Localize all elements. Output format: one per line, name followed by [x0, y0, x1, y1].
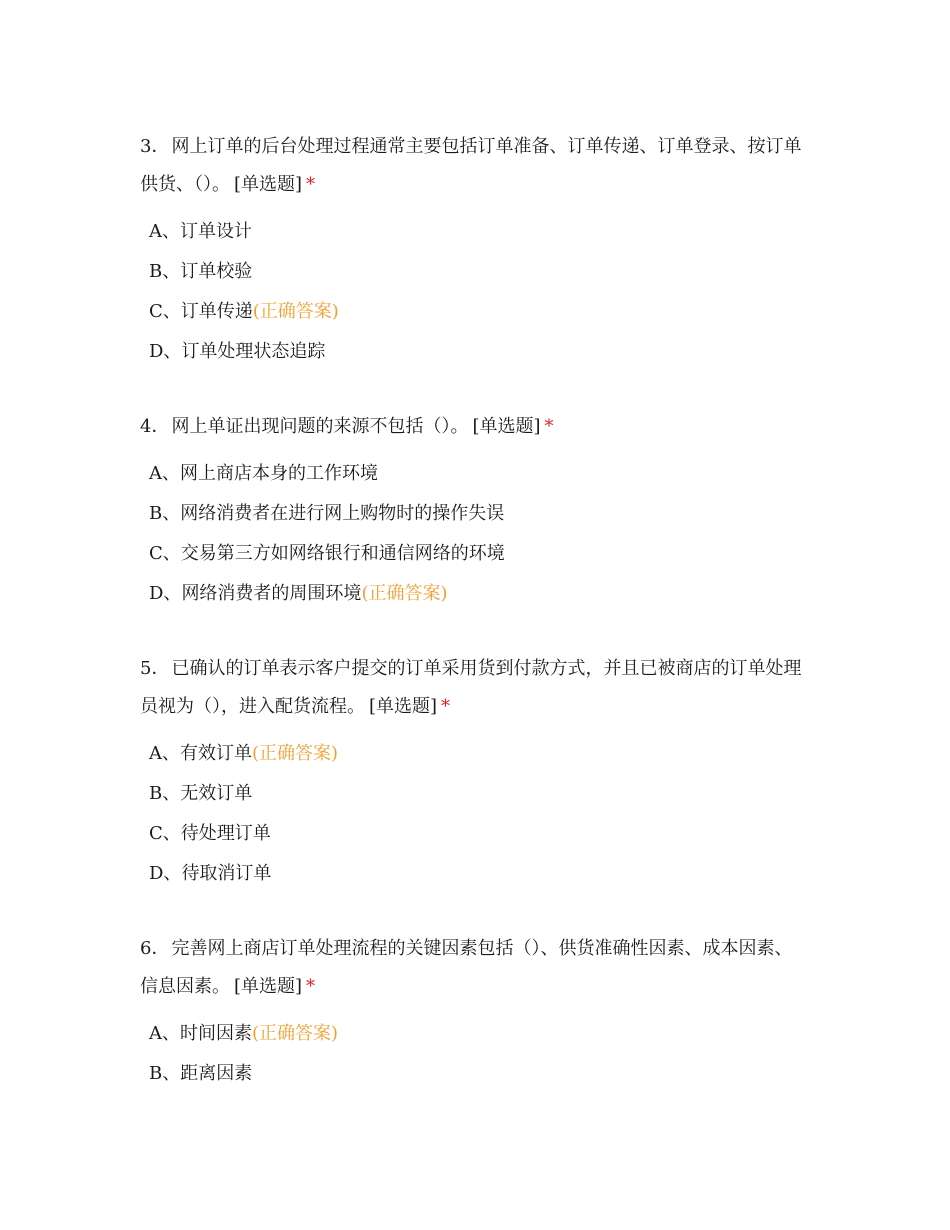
question-text: 网上单证出现问题的来源不包括（）。: [171, 416, 469, 437]
option-b: [149, 252, 810, 292]
option-letter: B、: [149, 783, 181, 804]
option-letter: B、: [149, 261, 181, 282]
option-a: [149, 454, 810, 494]
question-text: 网上订单的后台处理过程通常主要包括订单准备、订单传递、订单登录、按订单供货、（）。: [140, 136, 802, 195]
question-4: [140, 408, 810, 614]
required-mark: *: [441, 696, 451, 717]
question-5: [140, 650, 810, 894]
option-text: 订单设计: [180, 221, 252, 242]
option-text: 网络消费者的周围环境: [181, 583, 362, 604]
question-number: 3．: [140, 136, 170, 157]
option-a: [149, 1014, 810, 1054]
option-text: 无效订单: [180, 783, 253, 804]
option-text: 待处理订单: [180, 823, 271, 844]
option-text: 订单校验: [180, 261, 253, 282]
option-letter: D、: [149, 341, 182, 362]
option-letter: B、: [149, 1063, 181, 1084]
option-b: [149, 1054, 810, 1094]
option-text: 网上商店本身的工作环境: [180, 463, 378, 484]
option-letter: A、: [149, 221, 180, 242]
question-title: [140, 128, 810, 204]
option-c: [149, 292, 810, 332]
required-mark: *: [544, 416, 554, 437]
question-3: [140, 128, 810, 372]
question-type: [单选题]: [234, 976, 303, 997]
option-letter: B、: [149, 503, 181, 524]
option-letter: C、: [149, 543, 181, 564]
question-text: 已确认的订单表示客户提交的订单采用货到付款方式，并且已被商店的订单处理员视为（），进入配货流程。: [140, 658, 802, 717]
correct-answer-mark: (正确答案): [252, 743, 339, 764]
option-d: [149, 574, 810, 614]
option-d: [149, 332, 810, 372]
option-a: [149, 212, 810, 252]
option-letter: A、: [149, 743, 180, 764]
correct-answer-mark: (正确答案): [252, 301, 339, 322]
question-title: [140, 408, 810, 446]
option-letter: C、: [149, 301, 181, 322]
option-text: 订单传递: [180, 301, 253, 322]
option-c: [149, 534, 810, 574]
option-d: [149, 854, 810, 894]
required-mark: *: [306, 976, 316, 997]
question-text: 完善网上商店订单处理流程的关键因素包括（）、供货准确性因素、成本因素、信息因素。: [140, 938, 793, 997]
option-letter: C、: [149, 823, 181, 844]
option-letter: A、: [149, 463, 180, 484]
question-title: [140, 930, 810, 1006]
options-list: [140, 212, 810, 372]
question-title: [140, 650, 810, 726]
correct-answer-mark: (正确答案): [252, 1023, 339, 1044]
required-mark: *: [306, 174, 316, 195]
options-list: [140, 454, 810, 614]
option-letter: D、: [149, 863, 182, 884]
question-number: 5．: [140, 658, 170, 679]
option-letter: A、: [149, 1023, 180, 1044]
question-number: 4．: [140, 416, 170, 437]
options-list: [140, 734, 810, 894]
question-type: [单选题]: [472, 416, 541, 437]
option-text: 有效订单: [180, 743, 252, 764]
option-b: [149, 774, 810, 814]
correct-answer-mark: (正确答案): [361, 583, 448, 604]
option-text: 交易第三方如网络银行和通信网络的环境: [180, 543, 505, 564]
question-number: 6．: [140, 938, 170, 959]
option-letter: D、: [149, 583, 182, 604]
option-c: [149, 814, 810, 854]
question-6: [140, 930, 810, 1094]
option-text: 待取消订单: [181, 863, 272, 884]
question-type: [单选题]: [369, 696, 438, 717]
option-b: [149, 494, 810, 534]
question-type: [单选题]: [234, 174, 303, 195]
option-text: 距离因素: [180, 1063, 253, 1084]
options-list: [140, 1014, 810, 1094]
option-a: [149, 734, 810, 774]
option-text: 时间因素: [180, 1023, 252, 1044]
option-text: 网络消费者在进行网上购物时的操作失误: [180, 503, 505, 524]
option-text: 订单处理状态追踪: [181, 341, 326, 362]
